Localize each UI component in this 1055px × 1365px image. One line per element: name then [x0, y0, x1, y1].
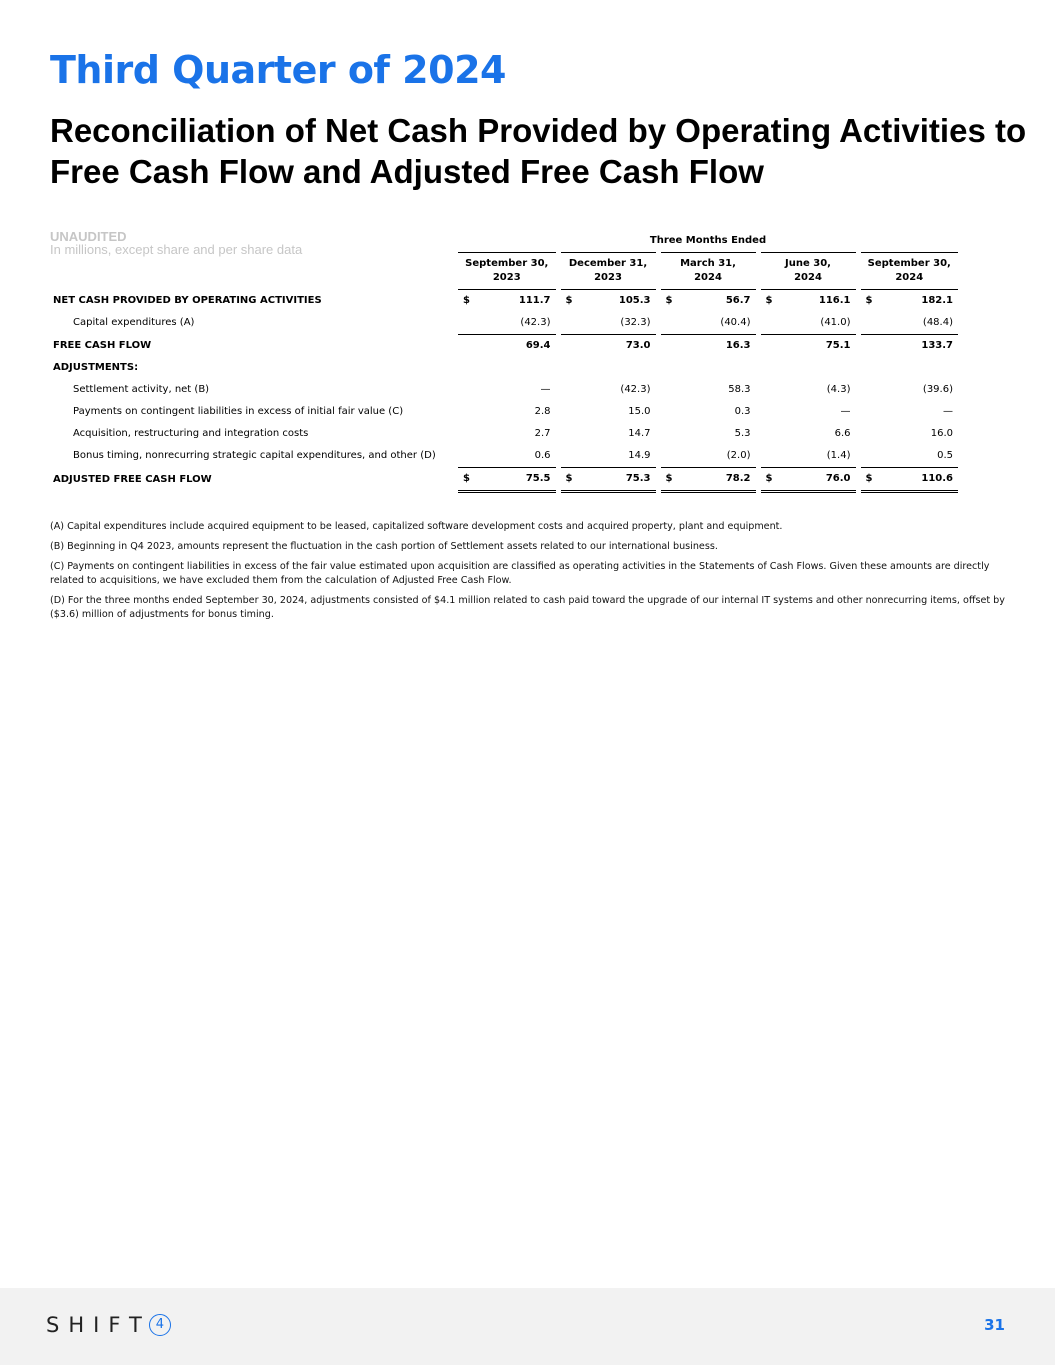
cell-value: (1.4) [776, 445, 858, 468]
cell-value: 75.3 [576, 467, 658, 491]
currency-symbol [658, 334, 676, 357]
column-header-line2: 2023 [594, 271, 622, 283]
cell-value: — [476, 379, 558, 401]
logo-text: SHIFT [46, 1313, 151, 1337]
column-header-line1: December 31, [568, 257, 648, 269]
cell-value: (42.3) [476, 312, 558, 335]
cell-value: 2.7 [476, 423, 558, 445]
footnote: (A) Capital expenditures include acquired equipment to be leased, capitalized software development costs and acquired property, plant and equipment. [50, 521, 783, 532]
currency-symbol [458, 445, 476, 468]
currency-symbol [758, 445, 776, 468]
logo-mark-icon: 4 [149, 1314, 171, 1336]
cell-value: 105.3 [576, 289, 658, 312]
currency-symbol [858, 423, 876, 445]
page-number: 31 [984, 1316, 1005, 1334]
cell-value: 75.1 [776, 334, 858, 357]
column-header [758, 252, 858, 289]
cell-value: 76.0 [776, 467, 858, 491]
cell-value: 2.8 [476, 401, 558, 423]
currency-symbol [458, 312, 476, 335]
cell-value: 111.7 [476, 289, 558, 312]
currency-symbol: $ [565, 295, 573, 306]
cell-value: (41.0) [776, 312, 858, 335]
cell-value [876, 357, 958, 379]
cell-value: 75.5 [476, 467, 558, 491]
currency-symbol [558, 357, 576, 379]
currency-symbol: $ [758, 467, 776, 491]
currency-symbol [458, 334, 476, 357]
cell-value: 0.3 [676, 401, 758, 423]
currency-symbol [758, 357, 776, 379]
currency-symbol [858, 445, 876, 468]
column-header [858, 252, 958, 289]
page-title: Third Quarter of 2024 [50, 48, 506, 92]
cell-value: (32.3) [576, 312, 658, 335]
currency-symbol [658, 312, 676, 335]
cell-value: 0.6 [476, 445, 558, 468]
row-label: Settlement activity, net (B) [73, 384, 210, 395]
row-label: Acquisition, restructuring and integration costs [73, 428, 309, 439]
cell-value: 15.0 [576, 401, 658, 423]
row-label: Capital expenditures (A) [73, 317, 195, 329]
cell-value: 58.3 [676, 379, 758, 401]
cell-value [776, 357, 858, 379]
currency-symbol [558, 401, 576, 423]
column-header-line2: 2024 [895, 271, 924, 283]
currency-symbol: $ [658, 467, 676, 491]
footnote: (C) Payments on contingent liabilities in excess of the fair value estimated upon acquisition are classified as operating activities in the Statements of Cash Flows. Given these amounts are directly related to acquisitions, we have excluded them from the calculation of Adjusted Free Cash Flow. [50, 561, 990, 586]
column-header-line1: September 30, [867, 257, 951, 269]
row-label: FREE CASH FLOW [53, 339, 152, 351]
table-row [48, 289, 958, 312]
unaudited-label: UNAUDITED [50, 229, 127, 244]
row-label: NET CASH PROVIDED BY OPERATING ACTIVITIES [53, 294, 322, 306]
row-label: ADJUSTED FREE CASH FLOW [53, 473, 212, 485]
page-subtitle: Reconciliation of Net Cash Provided by Operating Activities to Free Cash Flow and Adjusted Free Cash Flow [50, 112, 1027, 190]
currency-symbol [558, 379, 576, 401]
column-header-line2: 2023 [492, 271, 521, 283]
currency-symbol [458, 423, 476, 445]
currency-symbol [858, 334, 876, 357]
period-header: Three Months Ended [649, 235, 767, 247]
cell-value: 116.1 [776, 289, 858, 312]
column-header-line1: March 31, [680, 257, 736, 269]
currency-symbol [858, 312, 876, 335]
currency-symbol [758, 401, 776, 423]
cell-value: 182.1 [921, 295, 953, 306]
currency-symbol: $ [858, 467, 876, 491]
currency-symbol: $ [765, 295, 773, 306]
table-row [48, 423, 958, 445]
cell-value: (4.3) [776, 379, 858, 401]
currency-symbol [458, 401, 476, 423]
currency-symbol [758, 312, 776, 335]
shift4-logo [46, 1310, 171, 1340]
currency-symbol: $ [458, 467, 476, 491]
currency-symbol [758, 379, 776, 401]
cell-value: (40.4) [676, 312, 758, 335]
cell-value: 14.9 [576, 445, 658, 468]
footnote: (D) For the three months ended September 30, 2024, adjustments consisted of $4.1 million related to cash paid toward the upgrade of our internal IT systems and other nonrecurring items, offset by ($3.6) million of adjustments for bonus timing. [50, 595, 1005, 620]
table-row [48, 334, 958, 357]
currency-symbol [458, 379, 476, 401]
cell-value: 5.3 [676, 423, 758, 445]
row-label: Bonus timing, nonrecurring strategic capital expenditures, and other (D) [73, 450, 436, 462]
currency-symbol [658, 401, 676, 423]
cell-value [676, 357, 758, 379]
cell-value: 56.7 [676, 289, 758, 312]
currency-symbol: $ [865, 295, 873, 306]
currency-symbol [558, 445, 576, 468]
cell-value: 14.7 [576, 423, 658, 445]
column-header-line1: September 30, [465, 257, 549, 269]
currency-symbol: $ [463, 295, 470, 306]
row-label: Payments on contingent liabilities in excess of initial fair value (C) [73, 406, 404, 417]
cell-value: 69.4 [476, 334, 558, 357]
cell-value: 16.3 [676, 334, 758, 357]
currency-symbol [558, 334, 576, 357]
table-row [48, 357, 958, 379]
cell-value: (2.0) [676, 445, 758, 468]
currency-symbol [658, 423, 676, 445]
cell-value: (48.4) [876, 312, 958, 335]
currency-symbol [558, 423, 576, 445]
cash-flow-table [48, 230, 958, 493]
column-header-line1: June 30, [785, 257, 831, 269]
table-row [48, 312, 958, 335]
currency-symbol [758, 334, 776, 357]
column-header-line2: 2024 [794, 271, 822, 283]
cell-value: (39.6) [922, 384, 953, 395]
column-header [558, 252, 658, 289]
currency-symbol [658, 445, 676, 468]
cell-value: 6.6 [776, 423, 858, 445]
currency-symbol [858, 401, 876, 423]
currency-symbol: $ [558, 467, 576, 491]
currency-symbol [558, 312, 576, 335]
cell-value: 133.7 [921, 340, 953, 351]
cell-value: (42.3) [576, 379, 658, 401]
currency-symbol [858, 357, 876, 379]
footnotes [50, 520, 1010, 628]
cell-value [576, 357, 658, 379]
cell-value: — [776, 401, 858, 423]
cell-value: 16.0 [930, 428, 953, 439]
cell-value: 78.2 [676, 467, 758, 491]
table-row [48, 445, 958, 468]
row-label: ADJUSTMENTS: [53, 362, 139, 373]
column-header [658, 252, 758, 289]
cell-value: — [943, 406, 953, 417]
cell-value: 73.0 [576, 334, 658, 357]
table-row [48, 379, 958, 401]
cell-value: 110.6 [876, 467, 958, 491]
footnote: (B) Beginning in Q4 2023, amounts represent the fluctuation in the cash portion of Settlement assets related to our international business. [50, 541, 718, 552]
currency-symbol [858, 379, 876, 401]
column-header [458, 252, 558, 289]
page-footer [0, 1288, 1055, 1365]
currency-symbol: $ [665, 295, 673, 306]
table-row [48, 401, 958, 423]
cell-value [476, 357, 558, 379]
table-row [48, 467, 958, 491]
currency-symbol [458, 357, 476, 379]
currency-symbol [758, 423, 776, 445]
currency-symbol [658, 357, 676, 379]
units-note: In millions, except share and per share data [50, 242, 303, 257]
currency-symbol [658, 379, 676, 401]
cell-value: 0.5 [876, 445, 958, 468]
column-header-line2: 2024 [694, 271, 722, 283]
